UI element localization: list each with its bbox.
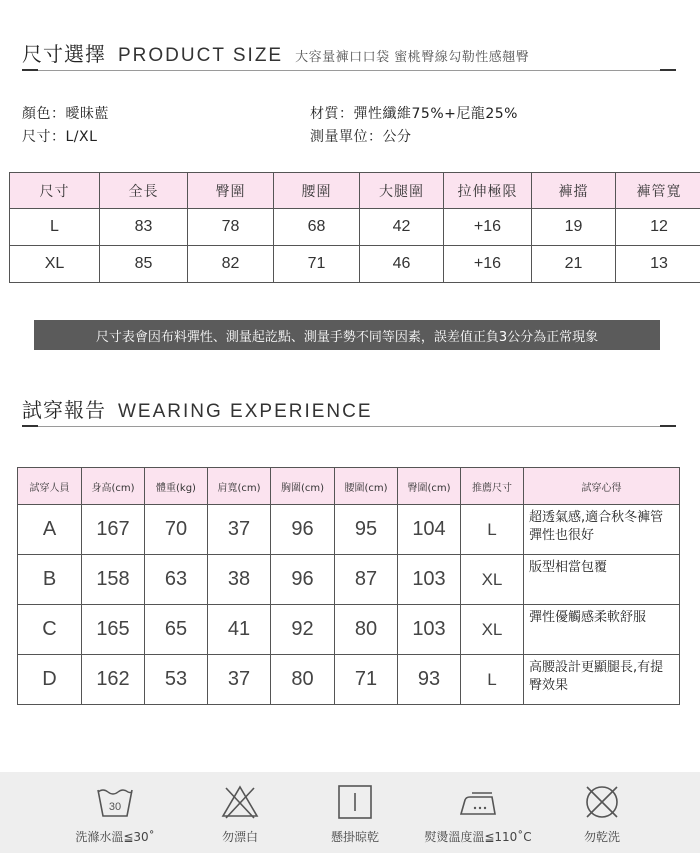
tester-weight: 70 — [145, 505, 208, 555]
wearing-title-cn: 試穿報告 — [22, 398, 106, 422]
wearing-table-header — [18, 468, 680, 505]
size-cell: 12 — [616, 209, 700, 246]
size-header-cell: 拉伸極限 — [444, 173, 532, 209]
product-color: 顏色：曖昧藍 — [22, 106, 109, 122]
wear-header-cell: 肩寬(cm) — [208, 468, 271, 505]
care-label: 勿乾洗 — [583, 830, 620, 844]
tester-comment: 版型相當包覆 — [524, 555, 680, 605]
table-row — [10, 209, 700, 246]
care-label: 懸掛晾乾 — [330, 830, 379, 844]
size-cell: 71 — [274, 246, 360, 283]
size-header-cell: 褲擋 — [532, 173, 616, 209]
recommended-size: L — [461, 505, 524, 555]
size-section-title — [22, 38, 529, 67]
size-cell: 85 — [100, 246, 188, 283]
wear-header-cell: 推薦尺寸 — [461, 468, 524, 505]
divider — [22, 426, 676, 427]
wear-header-cell: 體重(kg) — [145, 468, 208, 505]
tester-id: B — [18, 555, 82, 605]
divider — [22, 70, 676, 71]
tester-hip: 103 — [398, 555, 461, 605]
tester-chest: 80 — [271, 655, 335, 705]
measure-unit: 測量單位：公分 — [310, 129, 412, 145]
size-subtitle: 大容量褲口口袋 蜜桃臀線勾勒性感翹臀 — [295, 50, 530, 65]
tester-waist: 80 — [335, 605, 398, 655]
size-header-cell: 大腿圍 — [360, 173, 444, 209]
size-header-cell: 全長 — [100, 173, 188, 209]
tester-shoulder: 37 — [208, 505, 271, 555]
tester-hip: 104 — [398, 505, 461, 555]
divider-tick-right — [660, 425, 676, 427]
wear-header-cell: 胸圍(cm) — [271, 468, 335, 505]
table-row — [18, 605, 680, 655]
size-cell: XL — [10, 246, 100, 283]
size-table — [9, 172, 700, 283]
size-cell: 42 — [360, 209, 444, 246]
recommended-size: L — [461, 655, 524, 705]
size-cell: 21 — [532, 246, 616, 283]
no-bleach-icon — [220, 782, 260, 822]
size-header-cell: 腰圍 — [274, 173, 360, 209]
size-title-cn: 尺寸選擇 — [22, 42, 106, 66]
size-cell: 83 — [100, 209, 188, 246]
tester-height: 165 — [82, 605, 145, 655]
wear-header-cell: 腰圍(cm) — [335, 468, 398, 505]
tester-id: C — [18, 605, 82, 655]
no-dry-clean-icon — [582, 782, 622, 822]
wear-header-cell: 試穿心得 — [524, 468, 680, 505]
tester-comment: 彈性優觸感柔軟舒服 — [524, 605, 680, 655]
tester-comment: 高腰設計更顯腿長,有提臀效果 — [524, 655, 680, 705]
size-table-header — [10, 173, 700, 209]
wear-header-cell: 身高(cm) — [82, 468, 145, 505]
care-label: 洗滌水溫≦30˚ — [75, 830, 155, 844]
size-cell: 46 — [360, 246, 444, 283]
size-cell: 13 — [616, 246, 700, 283]
size-cell: L — [10, 209, 100, 246]
table-row — [10, 246, 700, 283]
tester-shoulder: 41 — [208, 605, 271, 655]
tester-chest: 92 — [271, 605, 335, 655]
tester-comment: 超透氣感,適合秋冬褲管彈性也很好 — [524, 505, 680, 555]
care-label: 熨燙溫度溫≦110˚C — [424, 830, 532, 844]
tester-id: D — [18, 655, 82, 705]
wash-30-icon — [95, 782, 135, 822]
product-material: 材質：彈性纖維75%+尼龍25% — [310, 106, 518, 122]
size-cell: +16 — [444, 209, 532, 246]
tester-chest: 96 — [271, 505, 335, 555]
tester-waist: 71 — [335, 655, 398, 705]
tester-hip: 103 — [398, 605, 461, 655]
wash-temp-badge: 30 — [108, 801, 122, 813]
tester-waist: 95 — [335, 505, 398, 555]
iron-low-icon — [458, 782, 498, 822]
size-cell: 82 — [188, 246, 274, 283]
table-row — [18, 655, 680, 705]
table-row — [18, 555, 680, 605]
tester-shoulder: 38 — [208, 555, 271, 605]
tester-weight: 63 — [145, 555, 208, 605]
table-row — [18, 505, 680, 555]
tester-weight: 53 — [145, 655, 208, 705]
tester-chest: 96 — [271, 555, 335, 605]
size-header-cell: 尺寸 — [10, 173, 100, 209]
recommended-size: XL — [461, 555, 524, 605]
care-instructions — [0, 772, 700, 853]
size-cell: 68 — [274, 209, 360, 246]
size-cell: 19 — [532, 209, 616, 246]
divider-tick-left — [22, 425, 38, 427]
divider-tick-right — [660, 69, 676, 71]
tester-shoulder: 37 — [208, 655, 271, 705]
size-cell: +16 — [444, 246, 532, 283]
hang-dry-icon — [335, 782, 375, 822]
wearing-section-title — [22, 394, 373, 423]
wearing-table — [17, 467, 680, 705]
measurement-note: 尺寸表會因布料彈性、測量起訖點、測量手勢不同等因素，誤差值正負3公分為正常現象 — [34, 320, 660, 350]
care-label: 勿漂白 — [221, 830, 258, 844]
size-header-cell: 褲管寬 — [616, 173, 700, 209]
divider-tick-left — [22, 69, 38, 71]
product-size: 尺寸：L/XL — [22, 129, 98, 145]
wear-header-cell: 試穿人員 — [18, 468, 82, 505]
tester-waist: 87 — [335, 555, 398, 605]
tester-hip: 93 — [398, 655, 461, 705]
tester-height: 162 — [82, 655, 145, 705]
tester-height: 158 — [82, 555, 145, 605]
recommended-size: XL — [461, 605, 524, 655]
size-header-cell: 臀圍 — [188, 173, 274, 209]
tester-weight: 65 — [145, 605, 208, 655]
tester-height: 167 — [82, 505, 145, 555]
size-cell: 78 — [188, 209, 274, 246]
wear-header-cell: 臀圍(cm) — [398, 468, 461, 505]
tester-id: A — [18, 505, 82, 555]
size-title-en: PRODUCT SIZE — [118, 45, 284, 66]
wearing-title-en: WEARING EXPERIENCE — [118, 401, 373, 422]
